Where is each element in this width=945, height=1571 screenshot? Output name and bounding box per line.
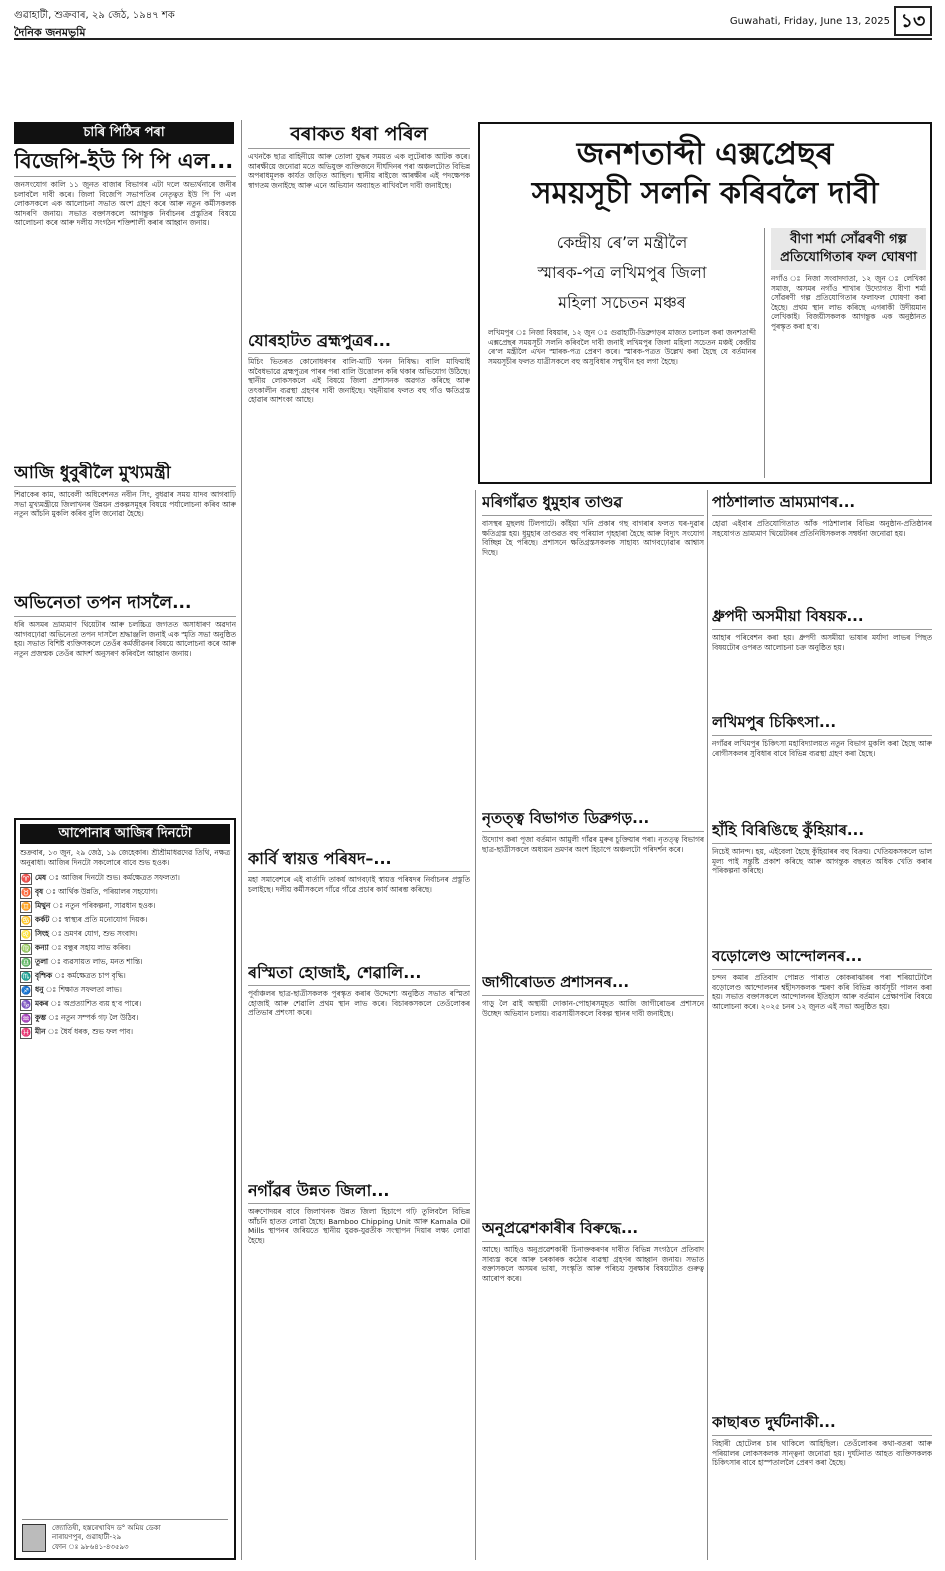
zodiac-name: মিথুন [35,901,51,910]
page-header [14,6,932,38]
zodiac-prediction: স্বাস্থ্যৰ প্ৰতি মনোযোগ দিয়ক। [64,915,148,924]
horoscope-row [20,1013,230,1025]
zodiac-icon: ♓ [21,1028,31,1037]
zodiac-icon: ♉ [21,888,31,897]
zodiac-name: বৃশ্চিক [35,971,53,980]
horoscope-box [14,818,236,1560]
headline: বৰাকত ধৰা পৰিল [248,122,470,149]
zodiac-prediction: ভ্ৰমণৰ যোগ, শুভ সংবাদ। [63,929,138,938]
headline: নৃতত্ত্ব বিভাগত ডিব্ৰুগড়... [482,808,704,832]
zodiac-icon: ♍ [21,944,31,953]
zodiac-icon: ♌ [21,930,31,939]
horoscope-text: বৃশ্চিক ঃ কৰ্মক্ষেত্ৰত চাপ বৃদ্ধি। [35,971,126,980]
horoscope-row [20,957,230,969]
horoscope-text: ধনু ঃ শিক্ষাত সফলতা লাভ। [35,985,122,994]
article-pathshala [712,492,932,600]
zodiac-prediction: নতুন সম্পৰ্ক গঢ় লৈ উঠিব। [60,1013,139,1022]
headline: হাঁহি বিৰিঙিছে কুঁহিয়াৰ... [712,820,932,844]
zodiac-icon: ♊ [21,902,31,911]
zodiac-prediction: ব্যৱসায়ত লাভ, মনত শান্তি। [63,957,143,966]
zodiac-prediction: বন্ধুৰ সহায় লাভ কৰিব। [63,943,131,952]
article-dhrupadi [712,606,932,706]
article-bodoland [712,946,932,1406]
headline: আজি ধুবুৰীলৈ মুখ্যমন্ত্ৰী [14,462,236,487]
article-body: ধৰি অসমৰ ভ্ৰাম্যমাণ থিয়েটাৰ আৰু চলচ্চিত্ৰ জগতত অসাধাৰণ অৱদান আগবঢ়োৱা অভিনেতা তপন দাসলৈ শ্ৰদ্ধাঞ্জলি জনাই এক স্মৃতি সভা অনুষ্ঠিত হয়। সভাত বিশিষ্ট ব্যক্তিসকলে তেওঁৰ কৰ্মজীৱনৰ বিষয়ে আলোচনা কৰে আৰু নতুন প্ৰজন্মক তেওঁৰ আদৰ্শ অনুসৰণ কৰিবলৈ আহ্বান জনায়। [14,620,236,658]
header-date-right: Guwahati, Friday, June 13, 2025 [729,16,890,27]
astrologer-phone: ফোন ঃ ৯৮৬৪১-৪৩৫৯৩ [52,1542,129,1551]
zodiac-icon: ♎ [21,958,31,967]
article-body: নগাঁৱৰ লখিমপুৰ চিকিৎসা মহাবিদ্যালয়ত নতুন বিভাগ মুকলি কৰা হৈছে আৰু ৰোগীসকলৰ সুবিধাৰ বাবে বিভিন্ন ব্যৱস্থা গ্ৰহণ কৰা হৈছে। [712,739,932,758]
horoscope-text: মেষ ঃ আজিৰ দিনটো শুভ। কৰ্মক্ষেত্ৰত সফলতা। [35,873,180,882]
zodiac-name: মেষ [35,873,47,882]
horoscope-row [20,901,230,913]
astrologer-photo [22,1524,46,1552]
article-morigaon [482,492,704,802]
horoscope-text: কুম্ভ ঃ নতুন সম্পৰ্ক গঢ় লৈ উঠিব। [35,1013,139,1022]
horoscope-row [20,943,230,955]
zodiac-prediction: কৰ্মক্ষেত্ৰত চাপ বৃদ্ধি। [67,971,126,980]
article-body: নিচেই আনন্দ। হয়, এইবেলা হৈছে কুঁহিয়াৰৰ বহু বিক্ৰয়। খেতিয়কসকলে ভাল মূল্য পাই সন্তুষ্টি প্ৰকাশ কৰিছে আৰু আগন্তুক বছৰত অধিক খেতি কৰাৰ পৰিকল্পনা কৰিছে। [712,847,932,875]
bina-sharma-story [764,228,926,478]
article-body: মহা সমাবেশৰে এই বাৰ্তাদি তাকৰ্ষ আগবঢ়াই স্বায়ত্ত পৰিষদৰ নিৰ্বাচনৰ প্ৰস্তুতি চলাইছে। দলীয় কৰ্মীসকলে গাঁৱে গাঁৱে প্ৰচাৰ কাৰ্য আৰম্ভ কৰিছে। [248,875,470,894]
article-dhubri [14,462,236,586]
article-body: আছে। আহিও অনুপ্ৰৱেশকাৰী চিনাক্তকৰণৰ দাবীত বিভিন্ন সংগঠনে প্ৰতিবাদ সাব্যস্ত কৰে আৰু চৰকাৰক কঠোৰ ব্যৱস্থা গ্ৰহণৰ আহ্বান জনায়। সভাত বক্তাসকলে অসমৰ ভাষা, সংস্কৃতি আৰু পৰিচয় সুৰক্ষাৰ বিষয়টোত গুৰুত্ব আৰোপ কৰে। [482,1245,704,1283]
article-lakhimpur-chikitsa [712,712,932,814]
horoscope-text: কৰ্কট ঃ স্বাস্থ্যৰ প্ৰতি মনোযোগ দিয়ক। [35,915,148,924]
article-tapan [14,592,236,812]
zodiac-prediction: অপ্ৰত্যাশিত ব্যয় হ’ব পাৰে। [63,999,142,1008]
zodiac-prediction: শিক্ষাত সফলতা লাভ। [58,985,122,994]
article-body: বাসস্থৰ মুছলধ টিলপাটে। কাঁইয়া খনি প্ৰকাৰ গছ বাগৰাৰ ফলত ঘৰ-দুৱাৰ ক্ষতিগ্ৰস্ত হয়। ধুমুহাৰ তাণ্ডৱত বহু পৰিয়াল গৃহহাৰা হৈছে আৰু বিদ্যুৎ সংযোগ বিচ্ছিন্ন হৈ পৰিছে। প্ৰশাসনে ক্ষতিগ্ৰস্তসকলক সাহায্য আগবঢ়োৱাৰ আশ্বাস দিছে। [482,519,704,557]
headline: লখিমপুৰ চিকিৎসা... [712,712,932,736]
article-body: পূৰ্বাঞ্চলৰ ছাত্ৰ-ছাত্ৰীসকলক পুৰস্কৃত কৰাৰ উদ্দেশ্যে অনুষ্ঠিত সভাত ৰস্মিতা হোজাই আৰু শেৱালি প্ৰথম স্থান লাভ কৰে। বিচাৰকসকলে তেওঁলোকৰ প্ৰতিভাৰ প্ৰশংসা কৰে। [248,989,470,1017]
article-nritatta [482,808,704,968]
article-hahi [712,820,932,940]
lead-headline-2: সময়সূচী সলনি কৰিবলৈ দাবী [531,176,879,211]
zodiac-prediction: আজিৰ দিনটো শুভ। কৰ্মক্ষেত্ৰত সফলতা। [61,873,180,882]
headline: বীণা শৰ্মা সোঁৱৰণী গল্প প্ৰতিযোগিতাৰ ফল ঘোষণা [771,228,926,270]
zodiac-icon: ♒ [21,1014,31,1023]
horoscope-text: মীন ঃ ধৈৰ্য ধৰক, শুভ ফল পাব। [35,1027,133,1036]
headline: মৰিগাঁৱত ধুমুহাৰ তাণ্ডৱ [482,492,704,516]
zodiac-prediction: আৰ্থিক উন্নতি, পৰিয়ালৰ সহযোগ। [58,887,158,896]
horoscope-row [20,873,230,885]
headline: অনুপ্ৰৱেশকাৰীৰ বিৰুদ্ধে... [482,1218,704,1242]
astrologer-ad [22,1519,228,1553]
astrologer-name: জ্যোতিষী, হস্তৰেখাবিদ ড° অমিয় ডেকা [52,1523,161,1532]
headline: কাছাৰত দুৰ্ঘটনাকী... [712,1412,932,1436]
headline: বিজেপি-ইউ পি পি এল... [14,148,236,177]
zodiac-name: তুলা [35,957,49,966]
header-rule [14,38,932,40]
headline: কাৰ্বি স্বায়ত্ত পৰিষদ–... [248,848,470,872]
horoscope-intro: শুক্ৰবাৰ, ১৩ জুন, ২৯ জেঠ, ১৯ জেহেকাৰ। শ্ৰীশ্ৰীমাধৱদেৱ তিথি, নক্ষত্ৰ অনুৰাধা। আজিৰ দিনটো সকলোৰে বাবে শুভ হওক। [20,848,230,867]
horoscope-text: তুলা ঃ ব্যৱসায়ত লাভ, মনত শান্তি। [35,957,143,966]
headline: পাঠশালাত ভ্ৰাম্যমাণৰ... [712,492,932,516]
headline: বড়োলেণ্ড আন্দোলনৰ... [712,946,932,970]
article-body: এখনকৈ ছাত্ৰ বাহিনীয়ে আৰু তোলা যুদ্ধৰ সময়ত এক লুটেৰাক আটক কৰে। আৰক্ষীয়ে জনোৱা মতে অভিযুক্ত ব্যক্তিজনে দীৰ্ঘদিনৰ পৰা অঞ্চলটোত বিভিন্ন অপৰাধমূলক কাৰ্যত জড়িত আছিল। স্থানীয় ৰাইজে আৰক্ষীৰ এই পদক্ষেপক স্বাগতম জনাইছে আৰু এনে অভিযান অব্যাহত ৰাখিবলৈ দাবী জনাইছে। [248,152,470,190]
horoscope-list [20,873,230,1039]
article-anuprabesh [482,1218,704,1560]
lead-subhead: কেন্দ্ৰীয় ৰে’ল মন্ত্ৰীলৈ [556,233,688,252]
horoscope-row [20,985,230,997]
article-jagiroad [482,972,704,1212]
horoscope-text: মিথুন ঃ নতুন পৰিকল্পনা, সাৱধান হওক। [35,901,156,910]
article-nagaon [248,1180,470,1560]
horoscope-row [20,971,230,983]
article-kachhar [712,1412,932,1560]
zodiac-prediction: নতুন পৰিকল্পনা, সাৱধান হওক। [65,901,156,910]
article-body: আহাৰ পৰিবেশন কৰা হয়। ধ্ৰুপদী অসমীয়া ভাষাৰ মৰ্যাদা লাভৰ পিছত বিষয়টোৰ ওপৰত আলোচনা চক্ৰ অনুষ্ঠিত হয়। [712,633,932,652]
page-number: ১৩ [894,6,932,36]
headline: জাগীৰোডত প্ৰশাসনৰ... [482,972,704,996]
article-body: শিৱাকেৰ কাম, আবেলী অধিবেশনত নবীন সিং, বুধৱাৰ সময় যাদব আগবাঢ়ি সভা মুখ্যমন্ত্ৰীয়ে জিলাখনৰ উন্নয়ন প্ৰকল্পসমূহৰ বিষয়ে পৰ্যালোচনা কৰিব আৰু নতুন আঁচনি মুকলি কৰিব বুলি জনোৱা হৈছে। [14,490,236,518]
zodiac-name: সিংহ [35,929,49,938]
lead-subheads [488,228,756,318]
zodiac-icon: ♈ [21,874,31,883]
headline: যোৰহাটত ব্ৰহ্মপুত্ৰৰ... [248,330,470,354]
lead-headline-1: জনশতাব্দী এক্সপ্ৰেছৰ [576,136,834,172]
zodiac-name: বৃষ [35,887,44,896]
article-jorhat [248,330,470,838]
article-body: মিচিং ভিতৰত কোনোধৰণৰ বালি-মাটি খনন নিষিদ্ধ। বালি মাফিয়াই অবৈধভাৱে ব্ৰহ্মপুত্ৰৰ পাৰৰ পৰা বালি উত্তোলন কৰি থকাৰ অভিযোগ উঠিছে। স্থানীয় লোকসকলে এই বিষয়ে জিলা প্ৰশাসনক অৱগত কৰিছে আৰু তৎকালীন ব্যৱস্থা গ্ৰহণৰ দাবী জনাইছে। খহনীয়াৰ ফলত বহু গাঁও ক্ষতিগ্ৰস্ত হোৱাৰ আশংকা আছে। [248,357,470,404]
horoscope-title: আপোনাৰ আজিৰ দিনটো [20,824,230,844]
horoscope-text: মকৰ ঃ অপ্ৰত্যাশিত ব্যয় হ’ব পাৰে। [35,999,142,1008]
horoscope-row [20,1027,230,1039]
zodiac-icon: ♋ [21,916,31,925]
horoscope-text: বৃষ ঃ আৰ্থিক উন্নতি, পৰিয়ালৰ সহযোগ। [35,887,158,896]
zodiac-prediction: ধৈৰ্য ধৰক, শুভ ফল পাব। [60,1027,133,1036]
article-bjp-ups [14,148,236,454]
article-karbi [248,848,470,958]
article-body: চন্দন কমাৰ প্ৰতিবাদ পোন্নত পাৰাত কোকৰাঝাৰৰ পৰা শৰিয়াটোলৈ বড়োলেণ্ড আন্দোলনৰ শ্বহীদসকলক স্মৰণ কৰি বিভিন্ন কাৰ্যসূচী পালন কৰা হয়। সভাত বক্তাসকলে আন্দোলনৰ ইতিহাস আৰু বৰ্তমান প্ৰেক্ষাপটৰ বিষয়ে আলোচনা কৰে। ২০২৫ চনৰ ১২ জুনত এই সভা অনুষ্ঠিত হয়। [712,973,932,1011]
horoscope-text: কন্যা ঃ বন্ধুৰ সহায় লাভ কৰিব। [35,943,131,952]
horoscope-row [20,929,230,941]
lead-story-box [478,122,932,484]
zodiac-name: মীন [35,1027,46,1036]
section-banner: চাৰি পিঠিৰ পৰা [14,122,234,144]
zodiac-icon: ♑ [21,1000,31,1009]
horoscope-row [20,999,230,1011]
horoscope-row [20,915,230,927]
column-divider [241,120,242,1560]
article-body: উদ্যোগ কৰা পূজা বৰ্তমান আমুলী গাঁৱৰ মুৰুৰ চুক্তিয়াৰ পৰা। নৃতত্ত্ব বিভাগৰ ছাত্ৰ-ছাত্ৰীসকলে অধ্যয়ন ভ্ৰমণৰ অংশ হিচাপে অঞ্চলটো পৰিদৰ্শন কৰে। [482,835,704,854]
article-body: বিহাৰী হোটেলৰ চাৰ থাকিলে আহিছিল। তেওঁলোকৰ কথা-বতৰা আৰু পৰিয়ালৰ লোকসকলক সান্ত্বনা জনোৱা হয়। দুৰ্ঘটনাত আহত ব্যক্তিসকলক চিকিৎসাৰ বাবে হাস্পতাললৈ প্ৰেৰণ কৰা হৈছে। [712,1439,932,1467]
zodiac-name: কৰ্কট [35,915,50,924]
horoscope-row [20,887,230,899]
column-divider [475,490,476,1560]
article-body: জনসংযোগ কালি ১১ জুনত বাজাৰ বিভাগৰ এটা দলে অভ্যৰ্থনাৰে জনীৰ চলাবলৈ দাবী কৰে। জিলা বিজেপি সভাপতিৰ নেতৃত্বত ইউ পি পি এল লোকসকলে এক আলোচনা সভাত অংশ গ্ৰহণ কৰে আৰু নতুন কৰ্মীসকলক আদৰণি জনায়। সভাত বক্তাসকলে আগন্তুক নিৰ্বাচনৰ প্ৰস্তুতিৰ বিষয়ে আলোচনা কৰে আৰু দলীয় সংগঠন শক্তিশালী কৰাৰ আহ্বান জনায়। [14,180,236,227]
headline: ধ্ৰুপদী অসমীয়া বিষয়ক... [712,606,932,630]
article-body: গাড়ু লৈ ৱাই অস্থায়ী দোকান-পোহাৰসমূহত আজি জাগীৰোডৰ প্ৰশাসনে উচ্ছেদ অভিযান চলায়। ব্যৱসায়ীসকলে বিকল্প স্থানৰ দাবী জনাইছে। [482,999,704,1018]
lead-subhead: মহিলা সচেতন মঞ্চৰ [558,293,686,312]
newspaper-name: দৈনিক জনমভূমি [14,26,86,38]
horoscope-text: সিংহ ঃ ভ্ৰমণৰ যোগ, শুভ সংবাদ। [35,929,138,938]
lead-body: লখিমপুৰ ঃ নিজা বিষয়াৰ, ১২ জুন ঃ গুৱাহাটী-ডিব্ৰুগড়ৰ মাজত চলাচল কৰা জনশতাব্দী এক্সপ্ৰেছৰ সময়সূচী সলনি কৰিবলৈ দাবী জনাই লখিমপুৰ জিলা মহিলা সচেতন মঞ্চই কেন্দ্ৰীয় ৰে’ল মন্ত্ৰীলৈ এখন স্মাৰক-পত্ৰ প্ৰেৰণ কৰে। স্মাৰক-পত্ৰত উল্লেখ কৰা হৈছে যে বৰ্তমানৰ সময়সূচীৰ ফলত যাত্ৰীসকলে বহু অসুবিধাৰ সন্মুখীন হব লগা হৈছে। [488,328,756,366]
zodiac-icon: ♐ [21,986,31,995]
headline: ৰস্মিতা হোজাই, শেৱালি... [248,962,470,986]
article-barakat [248,122,470,322]
headline: অভিনেতা তপন দাসলৈ... [14,592,236,617]
article-rasmita [248,962,470,1172]
astrologer-address: নাৰায়ণপুৰ, গুৱাহাটী-২৯ [52,1533,122,1541]
zodiac-name: ধনু [35,985,44,994]
column-divider [707,490,708,1560]
zodiac-icon: ♏ [21,972,31,981]
header-date-left: গুৱাহাটী, শুক্ৰবাৰ, ২৯ জেঠ, ১৯৪৭ শক [14,10,175,21]
zodiac-name: কন্যা [35,943,49,952]
article-body: হোৱা এইবাৰ প্ৰতিযোগিতাত আঁক পাঠশালাৰ বিভিন্ন অনুষ্ঠান-প্ৰতিষ্ঠানৰ সহযোগত ভ্ৰাম্যমাণ থিয়েটাৰৰ প্ৰতিনিধিসকলক সম্বৰ্ধনা জনোৱা হয়। [712,519,932,538]
zodiac-name: মকৰ [35,999,49,1008]
zodiac-name: কুম্ভ [35,1013,46,1022]
article-body: অৰুণোদয়ৰ বাবে জিলাখনক উন্নত জিলা হিচাপে গঢ়ি তুলিবলৈ বিভিন্ন আঁচনি হাতত লোৱা হৈছে। Bamboo Chipping Unit আৰু Kamala Oil Mills স্থাপনৰ জৰিয়তে স্থানীয় যুৱক-যুৱতীক সংস্থাপন দিয়াৰ লক্ষ্য লোৱা হৈছে। [248,1207,470,1245]
article-body: নগাঁও ঃ নিজা সংবাদদাতা, ১২ জুন ঃ লেখিকা সমাজ, অসমৰ নগাঁও শাখাৰ উদ্যোগত বীণা শৰ্মা সোঁৱৰণী গল্প প্ৰতিযোগিতাৰ ফলাফল ঘোষণা কৰা হৈছে। প্ৰথম স্থান লাভ কৰিছে এগৰাকী উদীয়মান লেখিকাই। বিজয়ীসকলক আগন্তুক এক অনুষ্ঠানত পুৰস্কৃত কৰা হ’ব। [771,274,926,331]
lead-subhead: স্মাৰক-পত্ৰ লখিমপুৰ জিলা [537,263,707,282]
headline: নগাঁৱৰ উন্নত জিলা... [248,1180,470,1204]
